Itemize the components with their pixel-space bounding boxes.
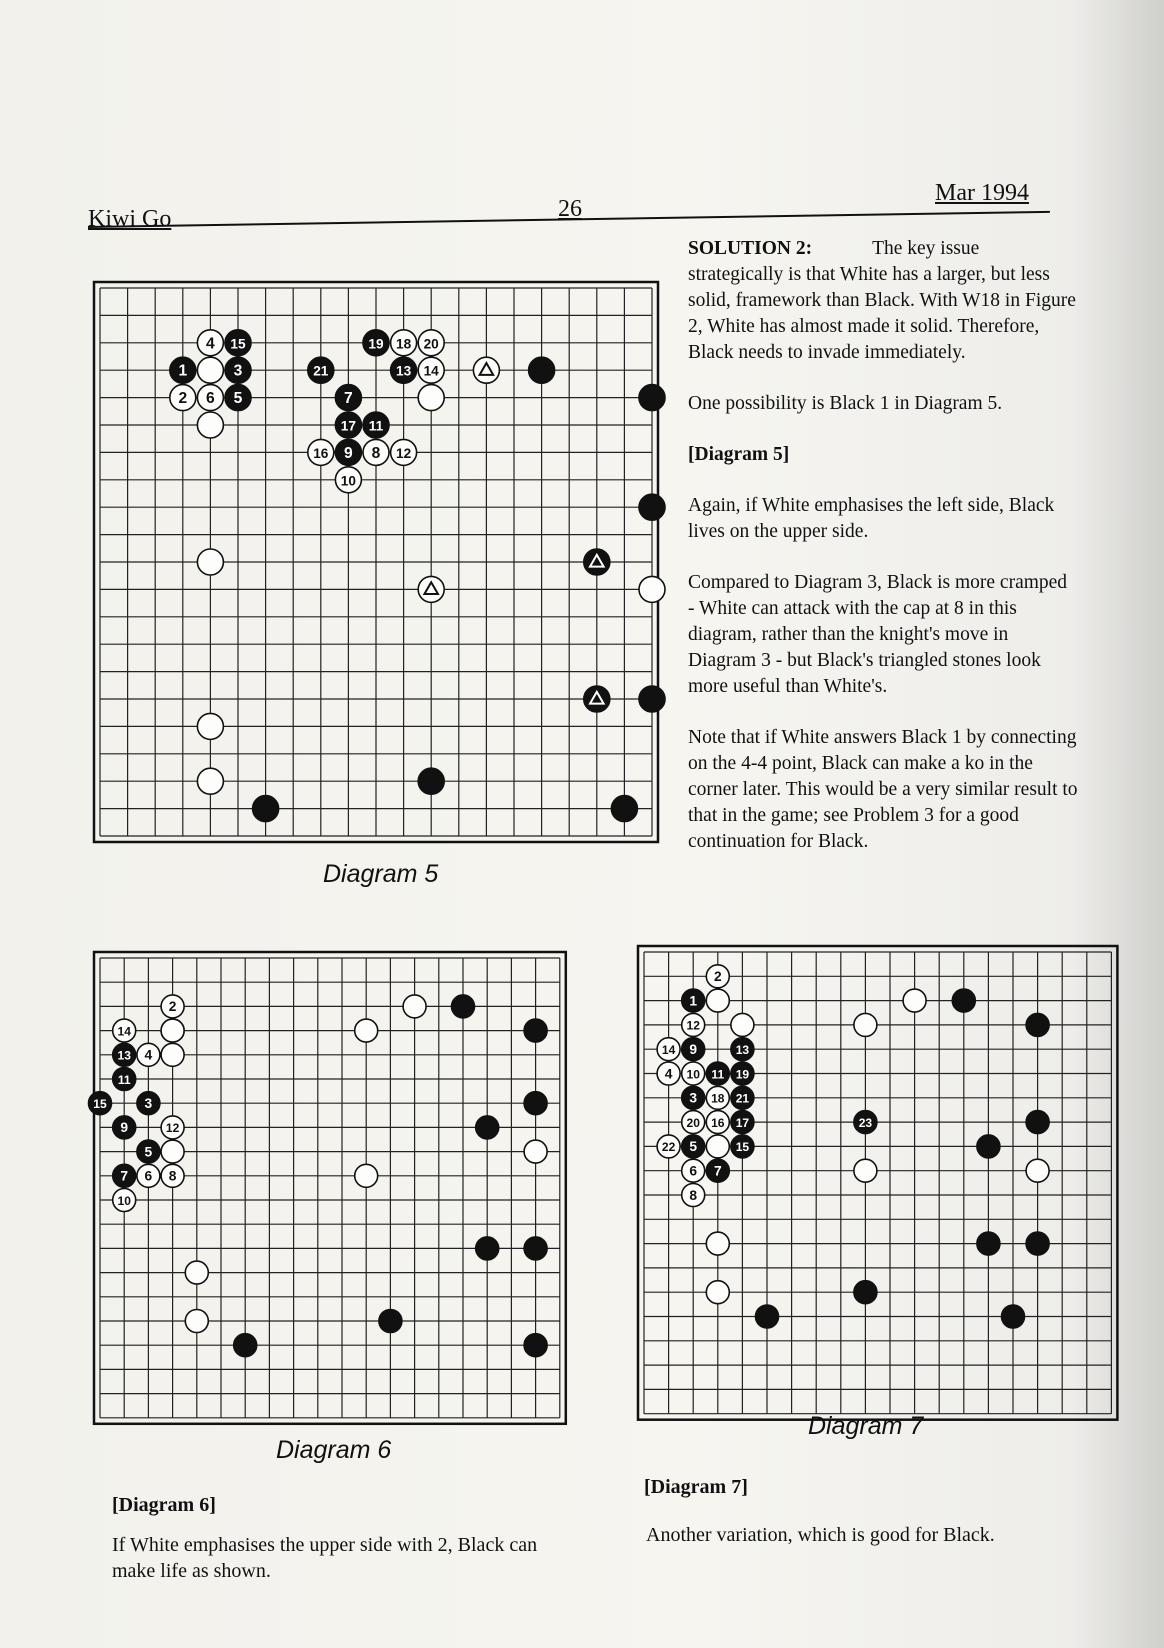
white-stone-4 [197,330,223,356]
white-stone-14 [113,1019,136,1042]
white-stone-4 [657,1062,680,1085]
black-stone-1 [682,989,705,1012]
white-stone-2 [161,995,184,1018]
stone-disc [1002,1305,1025,1328]
white-stone-4 [137,1043,160,1066]
black-stone [584,686,610,712]
black-stone [639,686,665,712]
stone-disc [452,995,475,1018]
white-stone-20 [682,1111,705,1134]
black-stone [418,768,444,794]
black-stone-7 [335,385,361,411]
stone-number: 21 [313,363,329,379]
white-stone [706,989,729,1012]
white-stone-18 [706,1086,729,1109]
stone-number: 10 [686,1067,700,1082]
stone-number: 8 [168,1168,177,1184]
stone-disc [524,1019,547,1042]
stone-disc [185,1261,208,1284]
stone-number: 22 [661,1140,676,1155]
issue-date: Mar 1994 [935,180,1029,206]
black-stone [529,357,555,383]
black-stone-5 [682,1135,705,1158]
stone-disc [854,1159,877,1182]
white-stone-14 [418,357,444,383]
stone-disc [854,1013,877,1036]
white-stone [197,412,223,438]
stone-number: 9 [120,1120,129,1136]
black-stone [952,989,975,1012]
para-compared: Compared to Diagram 3, Black is more cramped - White can attack with the cap at 8 in this diagram, rather than the knight's move in Diagram 3 - but Black's triangled stones look more useful than White's. [688,572,1068,697]
black-stone-15 [731,1135,754,1158]
stone-number: 6 [144,1168,153,1184]
stone-number: 9 [344,444,353,462]
black-stone [524,1237,547,1260]
white-stone-6 [197,385,223,411]
stone-number: 17 [735,1115,750,1130]
white-stone-2 [170,385,196,411]
go-board-diagram-6 [82,942,578,1430]
diagram-5-ref: [Diagram 5] [688,444,790,465]
white-stone-22 [657,1135,680,1158]
white-stone [185,1261,208,1284]
stone-disc [1026,1013,1049,1036]
stone-disc [977,1232,1000,1255]
black-stone [611,796,637,822]
stone-disc [253,796,279,822]
stone-number: 16 [313,445,329,461]
stone-number: 2 [178,390,188,408]
stone-number: 15 [230,336,246,352]
white-stone [418,576,444,602]
black-stone-19 [731,1062,754,1085]
white-stone [197,549,223,575]
black-stone [476,1237,499,1260]
black-stone [977,1135,1000,1158]
black-stone-3 [137,1092,160,1115]
white-stone [418,385,444,411]
stone-disc [476,1237,499,1260]
white-stone-6 [137,1164,160,1187]
white-stone [1026,1159,1049,1182]
white-stone-16 [706,1111,729,1134]
solution-text [688,236,1078,880]
diagram-7-heading: [Diagram 7] [644,1476,748,1498]
stone-number: 16 [711,1115,725,1130]
diagram-7-text: Another variation, which is good for Black. [646,1524,995,1546]
stone-number: 4 [664,1066,673,1082]
white-stone-16 [308,439,334,465]
black-stone-7 [706,1159,729,1182]
stone-disc [355,1164,378,1187]
white-stone [731,1013,754,1036]
white-stone [706,1281,729,1304]
stone-disc [197,768,223,794]
white-stone-8 [363,439,389,465]
white-stone-20 [418,330,444,356]
stone-number: 1 [178,362,188,380]
stone-disc [1026,1111,1049,1134]
stone-number: 2 [168,999,177,1015]
stone-number: 1 [689,993,698,1009]
stone-disc [524,1334,547,1357]
stone-disc [529,357,555,383]
stone-number: 19 [368,336,384,352]
stone-disc [197,412,223,438]
stone-disc [706,1135,729,1158]
stone-disc [854,1281,877,1304]
black-stone-9 [113,1116,136,1139]
stone-disc [706,989,729,1012]
white-stone [197,357,223,383]
white-stone-12 [682,1013,705,1036]
stone-disc [524,1237,547,1260]
black-stone-11 [363,412,389,438]
go-board-diagram-5 [78,272,668,860]
black-stone [1026,1111,1049,1134]
caption-diagram-7: Diagram 7 [808,1412,924,1440]
black-stone-21 [308,357,334,383]
stone-disc [355,1019,378,1042]
black-stone [524,1019,547,1042]
black-stone [253,796,279,822]
page-number: 26 [558,196,582,222]
stone-number: 7 [344,390,353,408]
stone-disc [185,1310,208,1333]
black-stone [584,549,610,575]
white-stone [524,1140,547,1163]
stone-number: 11 [368,418,384,434]
stone-number: 18 [396,336,412,352]
black-stone-13 [113,1043,136,1066]
stone-disc [418,385,444,411]
stone-disc [903,989,926,1012]
black-stone-11 [706,1062,729,1085]
stone-disc [476,1116,499,1139]
stone-disc [731,1013,754,1036]
stone-disc [639,686,665,712]
white-stone-18 [391,330,417,356]
stone-number: 8 [689,1187,698,1203]
black-stone-5 [225,385,251,411]
stone-number: 12 [686,1018,700,1033]
black-stone [524,1334,547,1357]
stone-number: 14 [117,1024,131,1039]
stone-disc [639,576,665,602]
solution-possibility: One possibility is Black 1 in Diagram 5. [688,393,1003,414]
stone-number: 23 [858,1115,873,1130]
black-stone [452,995,475,1018]
white-stone [161,1140,184,1163]
stone-number: 5 [233,390,243,408]
stone-number: 12 [396,445,412,461]
stone-disc [611,796,637,822]
white-stone [473,357,499,383]
caption-diagram-6: Diagram 6 [276,1436,392,1464]
stone-disc [756,1305,779,1328]
white-stone [854,1013,877,1036]
stone-number: 3 [233,362,243,380]
stone-number: 18 [711,1091,725,1106]
black-stone-7 [113,1164,136,1187]
stone-disc [952,989,975,1012]
stone-disc [403,995,426,1018]
stone-disc [706,1281,729,1304]
stone-disc [706,1232,729,1255]
stone-number: 3 [144,1096,153,1112]
stone-number: 13 [396,363,412,379]
stone-disc [524,1140,547,1163]
stone-number: 14 [423,363,439,379]
black-stone [977,1232,1000,1255]
stone-disc [197,357,223,383]
stone-number: 19 [735,1067,750,1082]
white-stone [197,768,223,794]
black-stone-11 [113,1068,136,1091]
stone-number: 3 [689,1090,698,1106]
stone-disc [161,1043,184,1066]
white-stone-6 [682,1159,705,1182]
solution-label: SOLUTION 2: [688,238,813,259]
stone-number: 9 [689,1042,698,1058]
stone-disc [977,1135,1000,1158]
stone-disc [639,494,665,520]
stone-number: 20 [686,1115,700,1130]
white-stone [185,1310,208,1333]
white-stone [639,576,665,602]
stone-disc [1026,1232,1049,1255]
stone-number: 8 [371,444,381,462]
white-stone [161,1019,184,1042]
black-stone-9 [682,1038,705,1061]
black-stone-19 [363,330,389,356]
white-stone-2 [706,965,729,988]
caption-diagram-5: Diagram 5 [323,860,439,888]
stone-number: 6 [206,390,215,408]
stone-number: 13 [735,1043,750,1058]
stone-number: 4 [206,335,215,353]
white-stone [355,1019,378,1042]
black-stone-23 [854,1111,877,1134]
white-stone-8 [161,1164,184,1187]
stone-disc [1026,1159,1049,1182]
white-stone-10 [335,467,361,493]
black-stone [1026,1232,1049,1255]
stone-number: 4 [144,1047,153,1063]
white-stone-10 [682,1062,705,1085]
stone-number: 13 [117,1048,131,1063]
stone-disc [524,1092,547,1115]
white-stone-12 [391,439,417,465]
stone-number: 5 [144,1144,153,1160]
stone-disc [639,385,665,411]
black-stone [639,494,665,520]
stone-number: 20 [423,336,439,352]
black-stone-17 [335,412,361,438]
black-stone [524,1092,547,1115]
stone-number: 12 [165,1121,180,1136]
black-stone-3 [225,357,251,383]
white-stone [355,1164,378,1187]
white-stone [161,1043,184,1066]
go-board-diagram-7 [626,936,1114,1410]
stone-disc [379,1310,402,1333]
black-stone [476,1116,499,1139]
black-stone [854,1281,877,1304]
diagram-6-heading: [Diagram 6] [112,1494,216,1516]
black-stone-13 [391,357,417,383]
stone-number: 7 [120,1168,129,1184]
stone-disc [161,1140,184,1163]
black-stone [379,1310,402,1333]
stone-number: 21 [735,1091,750,1106]
black-stone-15 [89,1092,112,1115]
black-stone-13 [731,1038,754,1061]
stone-number: 15 [93,1097,107,1112]
black-stone-17 [731,1111,754,1134]
stone-disc [161,1019,184,1042]
stone-disc [234,1334,257,1357]
white-stone [706,1232,729,1255]
diagram-6-text: If White emphasises the upper side with 2, Black can make life as shown. [112,1534,538,1582]
stone-number: 7 [713,1163,722,1179]
white-stone [706,1135,729,1158]
black-stone [1026,1013,1049,1036]
stone-disc [197,549,223,575]
white-stone-14 [657,1038,680,1061]
black-stone-21 [731,1086,754,1109]
white-stone [854,1159,877,1182]
journal-title: Kiwi Go [88,206,172,232]
black-stone-3 [682,1086,705,1109]
stone-number: 6 [689,1163,698,1179]
black-stone [756,1305,779,1328]
stone-number: 2 [713,969,722,985]
black-stone-5 [137,1140,160,1163]
white-stone-10 [113,1189,136,1212]
stone-disc [197,713,223,739]
stone-number: 10 [117,1193,131,1208]
stone-number: 10 [340,473,356,489]
stone-number: 15 [735,1140,750,1155]
white-stone [903,989,926,1012]
black-stone-9 [335,439,361,465]
stone-number: 17 [340,418,356,434]
stone-number: 14 [661,1043,676,1058]
white-stone [403,995,426,1018]
para-left-side: Again, if White emphasises the left side, Black lives on the upper side. [688,495,1055,542]
stone-number: 11 [711,1067,725,1082]
stone-disc [418,768,444,794]
white-stone [197,713,223,739]
black-stone-15 [225,330,251,356]
black-stone-1 [170,357,196,383]
black-stone [639,385,665,411]
white-stone-12 [161,1116,184,1139]
white-stone-8 [682,1184,705,1207]
stone-number: 5 [689,1139,698,1155]
solution-intro: The key issue strategically is that White has a larger, but less solid, framework than Black. With W18 in Figure 2, White has almost made it solid. Therefore, Black needs to invade immediately. [688,238,1076,363]
black-stone [1002,1305,1025,1328]
para-note: Note that if White answers Black 1 by connecting on the 4-4 point, Black can make a ko in the corner later. This would be a very similar result to that in the game; see Problem 3 for a good continuation for Black. [688,727,1078,852]
black-stone [234,1334,257,1357]
stone-number: 11 [117,1072,131,1087]
